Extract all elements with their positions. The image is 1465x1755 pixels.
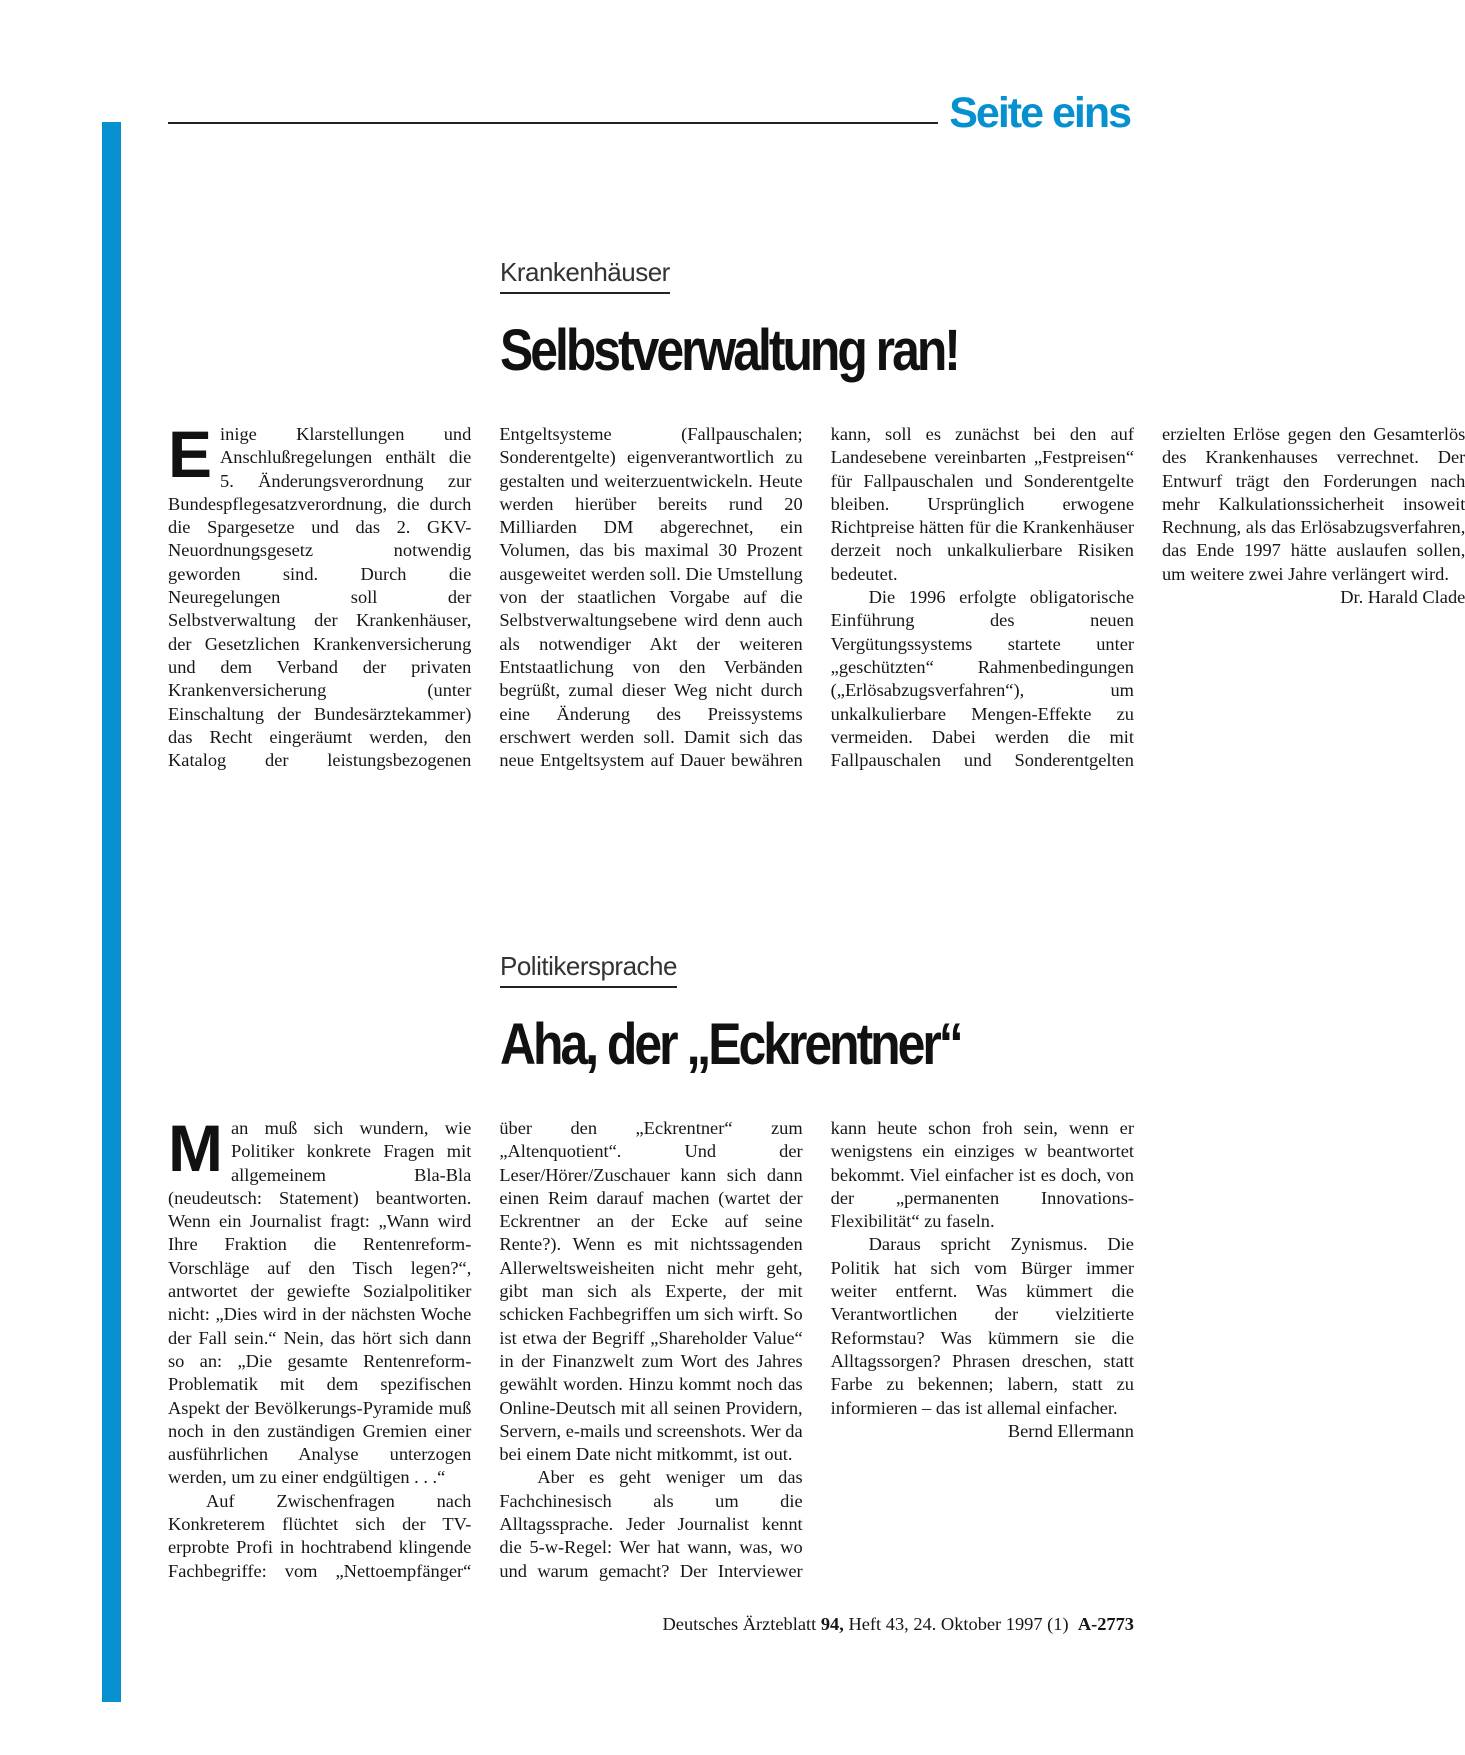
- footer-page-number: A-2773: [1077, 1614, 1134, 1634]
- paragraph-text: inige Klarstellungen und Anschlußregelungen enthält die 5. Änderungsverordnung zur Bundespflegesatzverordnung, die durch die Spargesetze und das 2. GKV-Neuordnungsgesetz notwendig geworden sind. Durch die Neuregelungen soll der Selbstverwaltung der Krankenhäuser, der Gesetzlichen Krankenversicherung und dem Verband der privaten Krankenversicherung (unter Einschaltung der Bundesärztekammer) das Recht eingeräumt werden, den Katalog der leistungsbezogenen Entgeltsysteme (Fallpauschalen; Sonderentgelte) eigenverantwortlich zu gestalten und weiterzuentwickeln. Heute werden hierüber bereits rund 20 Milliarden DM abgerechnet, ein Volumen, das bis maximal 30 Prozent ausgeweitet werden soll. Die Umstellung von der staatlichen Vorgabe auf die Selbstverwaltungsebene wird denn auch als notwendiger Akt der weiteren Entstaatlichung von den Verbänden begrüßt, zumal dieser Weg nicht durch eine Änderung des Preissystems erschwert werden soll. Damit sich das neue Entgeltsystem auf Dauer bewähren kann, soll es zunächst bei den auf Landesebene vereinbarten „Festpreisen“ für Fallpauschalen und Sonderentgelte bleiben. Ursprünglich erwogene Richtpreise hätten für die Krankenhäuser derzeit noch unkalkulierbare Risiken bedeutet.: [168, 424, 1134, 771]
- article-paragraph: [168, 1111, 472, 1490]
- article-kicker: Krankenhäuser: [500, 258, 670, 294]
- page-footer: [663, 1614, 1134, 1635]
- footer-journal: Deutsches Ärzteblatt: [662, 1614, 817, 1634]
- article-paragraph: [830, 1233, 1134, 1441]
- article-headline: Aha, der „Eckrentner“: [500, 1012, 961, 1077]
- kicker-wrap: [500, 952, 1134, 992]
- article-body: [168, 1111, 1134, 1605]
- article-krankenhaeuser: [168, 257, 1465, 771]
- kicker-wrap: [500, 258, 1134, 298]
- article-body: [168, 417, 1465, 773]
- paragraph-text: Aber es geht weniger um das Fachchinesisch als um die Alltagssprache. Jeder Journalist kennt die 5-w-Regel: Wer hat wann, was, wo und warum gemacht? Der Interviewer kann heute schon froh sein, wenn er wenigstens ein einziges w beantwortet bekommt. Viel einfacher ist es doch, von der „permanenten Innovations-Flexibilität“ zu faseln.: [499, 1118, 1134, 1581]
- header-rule: [168, 122, 938, 124]
- article-headline: Selbstverwaltung ran!: [500, 318, 958, 383]
- section-label: Seite eins: [949, 89, 1130, 137]
- paragraph-text: Auf Zwischenfragen nach Konkreterem flüchtet sich der TV-erprobte Profi in hochtrabend klingende Fachbegriffe: vom „Nettoempfänger“ über den „Eckrentner“ zum „Altenquotient“. Und der Leser/Hörer/Zuschauer kann sich dann einen Reim darauf machen (wartet der Eckrentner an der Ecke auf seine Rente?). Wenn es mit nichtssagenden Allerweltsweisheiten nicht mehr geht, gibt man sich als Experte, der mit schicken Fachbegriffen um sich wirft. So ist etwa der Begriff „Shareholder Value“ in der Finanzwelt zum Wort des Jahres gewählt worden. Hinzu kommt noch das Online-Deutsch mit all seinen Providern, Servern, e-mails und screenshots. Wer da bei einem Date nicht mitkommt, ist out.: [168, 1118, 803, 1581]
- article-politikersprache: [168, 951, 1134, 1581]
- author-signature: Dr. Harald Clade: [1340, 587, 1465, 608]
- article-kicker: Politikersprache: [500, 952, 677, 988]
- author-signature: Bernd Ellermann: [1007, 1420, 1134, 1441]
- paragraph-text: Daraus spricht Zynismus. Die Politik hat sich vom Bürger immer weiter entfernt. Was kümmert die Verantwortlichen der vielzitierte Reformstau? Was kümmern sie die Alltagssorgen? Phrasen dreschen, statt Farbe zu bekennen; labern, statt zu informieren – das ist allemal einfacher.: [830, 1234, 1134, 1418]
- footer-issue: Heft 43, 24. Oktober 1997 (1): [848, 1614, 1069, 1634]
- paragraph-text: Die 1996 erfolgte obligatorische Einführung des neuen Vergütungssystems startete unter „geschützten“ Rahmenbedingungen („Erlösabzugsverfahren“), um unkalkulierbare Mengen-Effekte zu vermeiden. Dabei werden die mit Fallpauschalen und Sonderentgelten erzielten Erlöse gegen den Gesamterlös des Krankenhauses verrechnet. Der Entwurf trägt den Forderungen nach mehr Kalkulationssicherheit insoweit Rechnung, als das Erlösabzugsverfahren, das Ende 1997 hätte auslaufen sollen, um weitere zwei Jahre verlängert wird.: [830, 424, 1465, 771]
- drop-cap: M: [168, 1111, 223, 1185]
- drop-cap: E: [168, 417, 213, 491]
- footer-volume: 94,: [820, 1614, 844, 1634]
- side-accent-bar: [102, 122, 121, 1702]
- paragraph-text: an muß sich wundern, wie Politiker konkrete Fragen mit allgemeinem Bla-Bla (neudeutsch: Statement) beantworten. Wenn ein Journalist fragt: „Wann wird Ihre Fraktion die Rentenreform-Vorschläge auf den Tisch legen?“, antwortet der gewiefte Sozialpolitiker nicht: „Dies wird in der nächsten Woche der Fall sein.“ Nein, das hört sich dann so an: „Die gesamte Rentenreform-Problematik mit dem spezifischen Aspekt der Bevölkerungs-Pyramide muß noch in den zuständigen Gremien einer ausführlichen Analyse unterzogen werden, um zu einer endgültigen . . .“: [168, 1118, 472, 1488]
